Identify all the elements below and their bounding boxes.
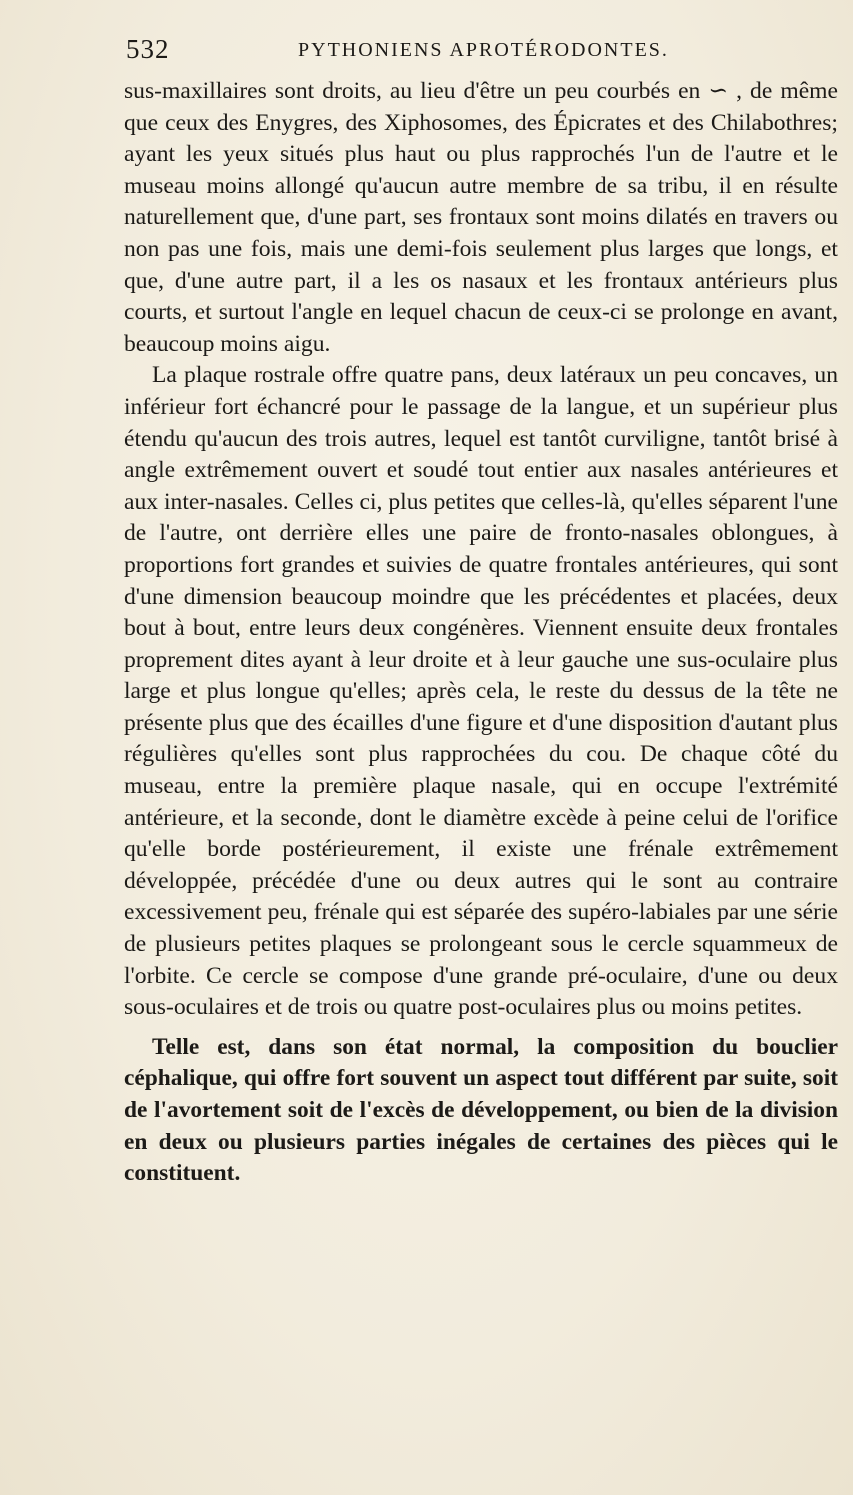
- running-title: PYTHONIENS APROTÉRODONTES.: [298, 39, 669, 61]
- body-text: [124, 76, 838, 1190]
- page-header: [126, 34, 836, 66]
- page-number: 532: [126, 34, 170, 64]
- paragraph-continuation: sus-maxillaires sont droits, au lieu d'être un peu courbés en ∽ , de même que ceux des Enygres, des Xiphosomes, des Épicrates et des Chilabothres; ayant les yeux situés plus haut ou plus rapprochés l'un de l'autre et le museau moins allongé qu'aucun autre membre de sa tribu, il en résulte naturellement que, d'une part, ses frontaux sont moins dilatés en travers ou non pas une fois, mais une demi-fois seulement plus larges que longs, et que, d'une autre part, il a les os nasaux et les frontaux antérieurs plus courts, et surtout l'angle en lequel chacun de ceux-ci se prolonge en avant, beaucoup moins aigu.: [124, 78, 838, 357]
- paragraph-rostral-plate: La plaque rostrale offre quatre pans, deux latéraux un peu concaves, un inférieur fort échancré pour le passage de la langue, et un supérieur plus étendu qu'aucun des trois autres, lequel est tantôt curviligne, tantôt brisé à angle extrêmement ouvert et soudé tout entier aux nasales antérieures et aux inter-nasales. Celles ci, plus petites que celles-là, qu'elles séparent l'une de l'autre, ont derrière elles une paire de fronto-nasales oblongues, à proportions fort grandes et suivies de quatre frontales antérieures, qui sont d'une dimension beaucoup moindre que les précédentes et placées, deux bout à bout, entre leurs deux congénères. Viennent ensuite deux frontales proprement dites ayant à leur droite et à leur gauche une sus-oculaire plus large et plus longue qu'elles; après cela, le reste du dessus de la tête ne présente plus que des écailles d'une figure et d'une disposition d'autant plus régulières qu'elles sont plus rapprochées du cou. De chaque côté du museau, entre la première plaque nasale, qui en occupe l'extrémité antérieure, et la seconde, dont le diamètre excède à peine celui de l'orifice qu'elle borde postérieurement, il existe une frénale extrêmement développée, précédée d'une ou deux autres qui le sont au contraire excessivement peu, frénale qui est séparée des supéro-labiales par une série de plusieurs petites plaques se prolongeant sous le cercle squammeux de l'orbite. Ce cercle se compose d'une grande pré-oculaire, d'une ou deux sous-oculaires et de trois ou quatre post-oculaires plus ou moins petites.: [124, 362, 838, 1021]
- paragraph-cephalic-shield: Telle est, dans son état normal, la composition du bouclier céphalique, qui offre fort souvent un aspect tout différent par suite, soit de l'avortement soit de l'excès de développement, ou bien de la division en deux ou plusieurs parties inégales de certaines des pièces qui le constituent.: [124, 1033, 838, 1187]
